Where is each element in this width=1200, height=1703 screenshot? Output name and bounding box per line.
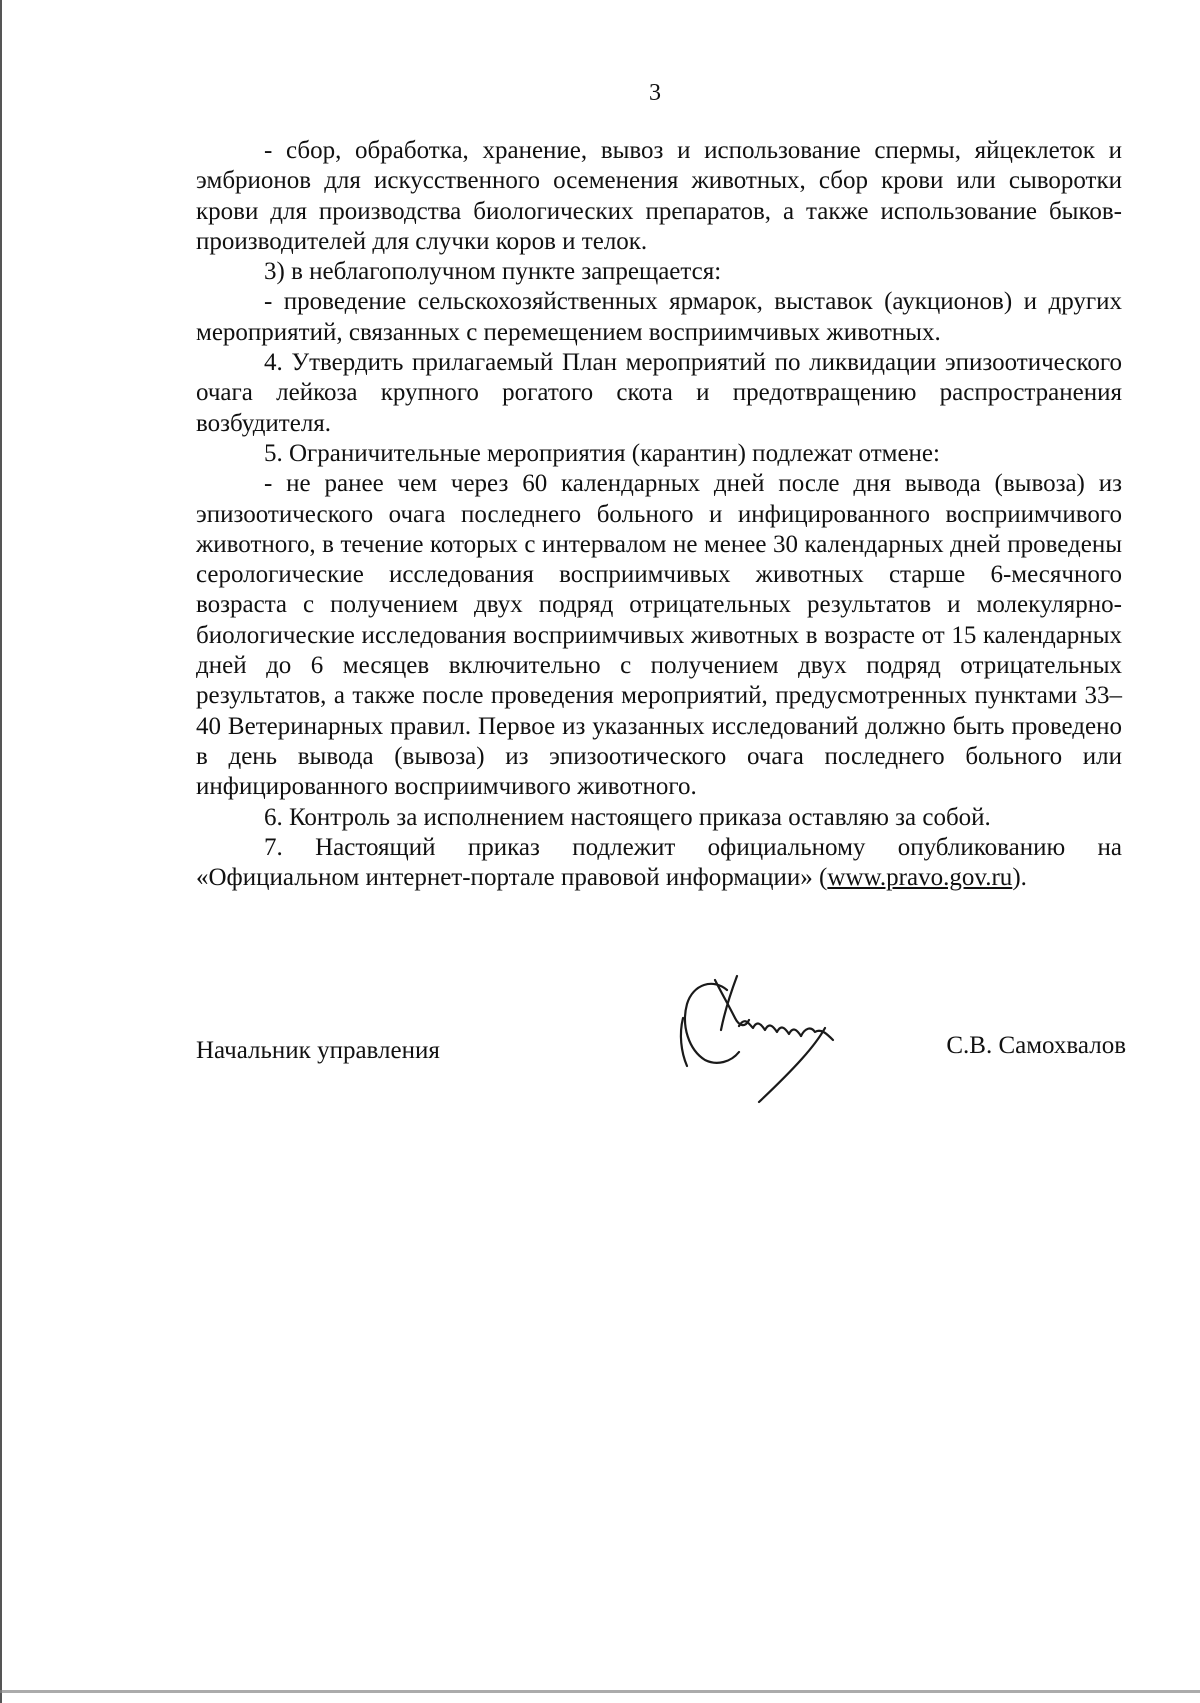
paragraph-control: 6. Контроль за исполнением настоящего приказа оставляю за собой. bbox=[264, 803, 991, 831]
signature-row bbox=[196, 1032, 1126, 1077]
paragraph-prohibitions-heading: 3) в неблагополучном пункте запрещается: bbox=[264, 258, 722, 286]
page-number: 3 bbox=[649, 80, 661, 106]
scan-edge-bottom bbox=[0, 1690, 1200, 1693]
scan-edge-left bbox=[0, 0, 2, 1703]
paragraph-sperm-collection: - сбор, обработка, хранение, вывоз и использование спермы, яйцеклеток и эмбрионов для искусственного осеменения животных, сбор крови или сыворотки крови для производства биологических препаратов, а также использование быков-производителей для случки коров и телок. bbox=[196, 137, 1122, 255]
signatory-name: С.В. Самохвалов bbox=[946, 1032, 1126, 1059]
publication-text: 7. Настоящий приказ подлежит официальному опубликованию на «Официальном интернет-портале правовой информации» ( bbox=[196, 833, 1122, 892]
pravo-gov-link[interactable]: www.pravo.gov.ru bbox=[827, 864, 1013, 892]
signatory-title: Начальник управления bbox=[196, 1037, 440, 1064]
paragraph-cancel-conditions: - не ранее чем через 60 календарных дней после дня вывода (вывоза) из эпизоотического очага последнего больного и инфицированного восприимчивого животного, в течение которых с интервалом не менее 30 календарных дней проведены серологические исследования восприимчивых животных старше 6-месячного возраста с получением двух подряд отрицательных результатов и молекулярно-биологические исследования восприимчивых животных в возрасте от 15 календарных дней до 6 месяцев включительно с получением двух подряд отрицательных результатов, а также после проведения мероприятий, предусмотренных пунктами 33–40 Ветеринарных правил. Первое из указанных исследований должно быть проведено в день вывода (вывоза) из эпизоотического очага последнего больного или инфицированного восприимчивого животного. bbox=[196, 470, 1122, 801]
paragraph-publication bbox=[196, 833, 1122, 894]
paragraph-quarantine-cancel: 5. Ограничительные мероприятия (карантин) подлежат отмене: bbox=[264, 439, 940, 467]
document-body bbox=[196, 136, 1122, 893]
paragraph-approve-plan: 4. Утвердить прилагаемый План мероприятий по ликвидации эпизоотического очага лейкоза крупного рогатого скота и предотвращению распространения возбудителя. bbox=[196, 349, 1122, 437]
publication-tail: ). bbox=[1012, 864, 1027, 892]
paragraph-fairs-ban: - проведение сельскохозяйственных ярмарок, выставок (аукционов) и других мероприятий, связанных с перемещением восприимчивых животных. bbox=[196, 288, 1122, 346]
